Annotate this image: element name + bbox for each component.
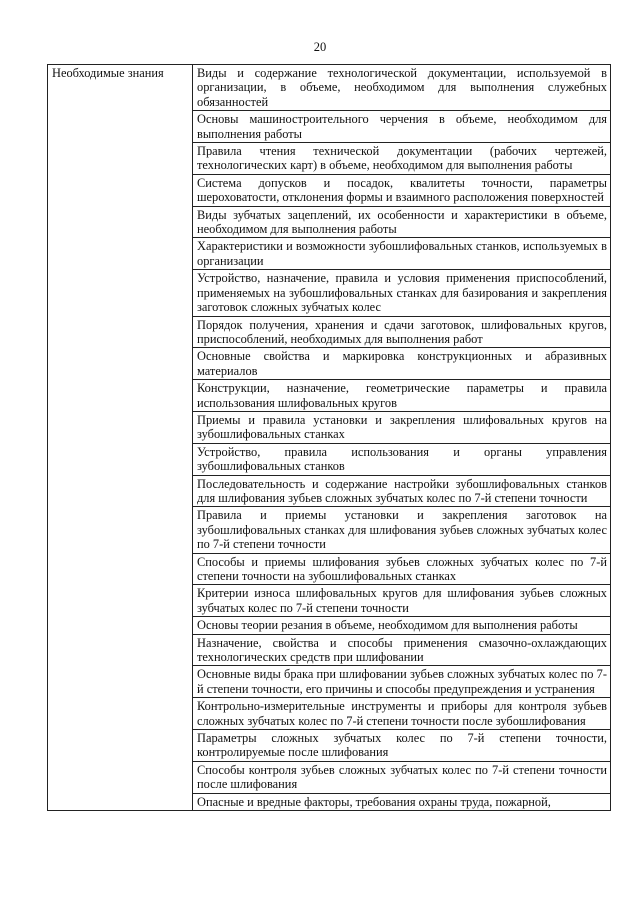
knowledge-table: [47, 64, 611, 811]
knowledge-item: Контрольно-измерительные инструменты и приборы для контроля зубьев сложных зубчатых колес по 7-й степени точности после зубошлифования: [193, 698, 611, 730]
knowledge-item: Характеристики и возможности зубошлифовальных станков, используемых в организации: [193, 238, 611, 270]
page-number: 20: [313, 40, 327, 54]
knowledge-table-body: [48, 65, 611, 811]
knowledge-item: Назначение, свойства и способы применения смазочно-охлаждающих технологических средств при шлифовании: [193, 634, 611, 666]
knowledge-item: Правила чтения технической документации (рабочих чертежей, технологических карт) в объеме, необходимом для выполнения работы: [193, 143, 611, 175]
knowledge-item: Основные виды брака при шлифовании зубьев сложных зубчатых колес по 7-й степени точности, его причины и способы предупреждения и устранения: [193, 666, 611, 698]
knowledge-item: Способы контроля зубьев сложных зубчатых колес по 7-й степени точности после шлифования: [193, 761, 611, 793]
knowledge-item: Последовательность и содержание настройки зубошлифовальных станков для шлифования зубьев сложных зубчатых колес по 7-й степени точности: [193, 475, 611, 507]
knowledge-item: Опасные и вредные факторы, требования охраны труда, пожарной,: [193, 793, 611, 810]
table-row: [48, 65, 611, 111]
knowledge-item: Устройство, назначение, правила и условия применения приспособлений, применяемых на зубошлифовальных станках для базирования и закрепления заготовок сложных зубчатых колес: [193, 270, 611, 316]
knowledge-item: Способы и приемы шлифования зубьев сложных зубчатых колес по 7-й степени точности на зубошлифовальных станках: [193, 553, 611, 585]
row-label: Необходимые знания: [48, 65, 193, 811]
knowledge-item: Виды зубчатых зацеплений, их особенности и характеристики в объеме, необходимом для выполнения работы: [193, 206, 611, 238]
knowledge-item: Приемы и правила установки и закрепления шлифовальных кругов на зубошлифовальных станках: [193, 411, 611, 443]
knowledge-item: Правила и приемы установки и закрепления заготовок на зубошлифовальных станках для шлифования зубьев сложных зубчатых колес по 7-й степени точности: [193, 507, 611, 553]
knowledge-item: Система допусков и посадок, квалитеты точности, параметры шероховатости, отклонения формы и взаимного расположения поверхностей: [193, 174, 611, 206]
knowledge-item: Основные свойства и маркировка конструкционных и абразивных материалов: [193, 348, 611, 380]
knowledge-item: Виды и содержание технологической документации, используемой в организации, в объеме, необходимом для выполнения служебных обязанностей: [193, 65, 611, 111]
knowledge-item: Параметры сложных зубчатых колес по 7-й степени точности, контролируемые после шлифования: [193, 730, 611, 762]
knowledge-item: Конструкции, назначение, геометрические параметры и правила использования шлифовальных кругов: [193, 380, 611, 412]
knowledge-item: Основы машиностроительного черчения в объеме, необходимом для выполнения работы: [193, 111, 611, 143]
knowledge-item: Порядок получения, хранения и сдачи заготовок, шлифовальных кругов, приспособлений, необходимых для выполнения работ: [193, 316, 611, 348]
knowledge-item: Критерии износа шлифовальных кругов для шлифования зубьев сложных зубчатых колес по 7-й степени точности: [193, 585, 611, 617]
knowledge-item: Основы теории резания в объеме, необходимом для выполнения работы: [193, 617, 611, 634]
knowledge-item: Устройство, правила использования и органы управления зубошлифовальных станков: [193, 443, 611, 475]
